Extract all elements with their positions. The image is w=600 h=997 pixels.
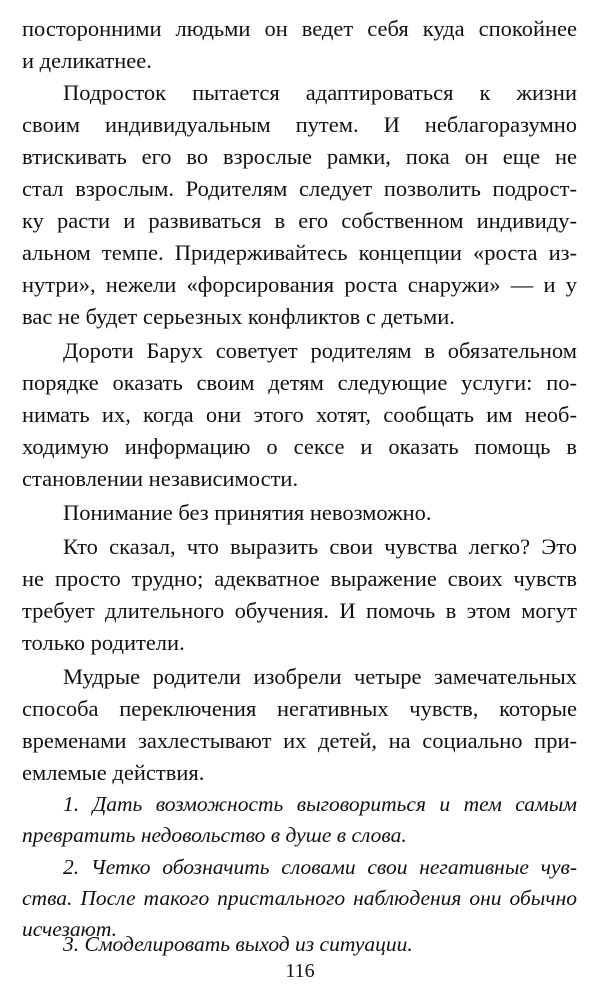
text-line: ку расти и развиваться в его собственном индивиду- [22,208,577,233]
text-line: требует длительного обучения. И помочь в этом могут [22,598,577,623]
text-line: временами захлестывают их детей, на социально при- [22,728,577,753]
text-line: посторонними людьми он ведет себя куда спокойнее [22,16,577,41]
list-item-line: превратить недовольство в душе в слова. [22,823,407,847]
text-line: вас не будет серьезных конфликтов с детьми. [22,304,455,329]
text-line: способа переключения негативных чувств, которые [22,696,577,721]
text-line: становлении независимости. [22,466,299,491]
list-item-line: 2. Четко обозначить словами свои негативные чув- [63,855,577,879]
list-item-line: 3. Смоделировать выход из ситуации. [63,932,413,956]
text-line: Дороти Барух советует родителям в обязательном [63,338,577,363]
text-line: нутри», нежели «форсирования роста снаружи» — и у [22,272,577,297]
list-item-line: 1. Дать возможность выговориться и тем самым [63,792,577,816]
text-line: только родители. [22,630,185,655]
page-number: 116 [285,960,315,982]
text-line: Мудрые родители изобрели четыре замечательных [63,664,577,689]
text-line: нимать их, когда они этого хотят, сообщать им необ- [22,402,577,427]
text-line: своим индивидуальным путем. И неблагоразумно [22,112,577,137]
text-line: Понимание без принятия невозможно. [63,500,432,525]
text-line: Подросток пытается адаптироваться к жизни [63,80,577,105]
text-line: втискивать его во взрослые рамки, пока он еще не [22,144,577,169]
text-line: не просто трудно; адекватное выражение своих чувств [22,566,577,591]
text-line: стал взрослым. Родителям следует позволить подрост- [22,176,577,201]
list-item-line: ства. После такого пристального наблюдения они обычно [22,886,577,910]
text-line: порядке оказать своим детям следующие услуги: по- [22,370,577,395]
list-item-line: исчезают. [22,917,117,941]
text-line: ходимую информацию о сексе и оказать помощь в [22,434,577,459]
text-line: емлемые действия. [22,760,205,785]
text-line: альном темпе. Придерживайтесь концепции «роста из- [22,240,577,265]
text-line: Кто сказал, что выразить свои чувства легко? Это [63,534,577,559]
text-line: и деликатнее. [22,48,152,73]
